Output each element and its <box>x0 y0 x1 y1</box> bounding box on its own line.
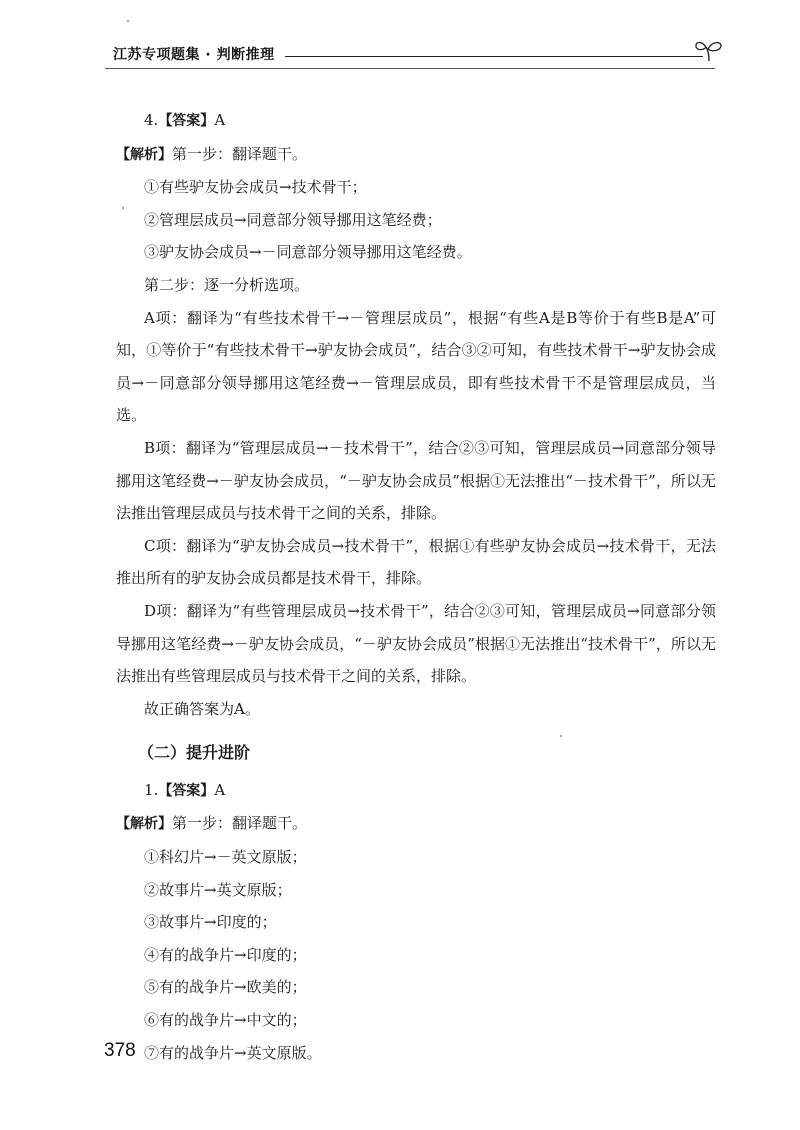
q1-answer-label: 【答案】 <box>158 782 215 799</box>
q4-option-d: D项：翻译为“有些管理层成员→技术骨干”，结合②③可知，管理层成员→同意部分领导挪用这笔经费→－驴友协会成员，“－驴友协会成员”根据①无法推出“技术骨干”，所以无法推出有些管理层成员与技术骨干之间的关系，排除。 <box>116 601 716 686</box>
q4-option-b: B项：翻译为“管理层成员→－技术骨干”，结合②③可知，管理层成员→同意部分领导挪用这笔经费→－驴友协会成员，“－驴友协会成员”根据①无法推出“－技术骨干”，所以无法推出管理层成员与技术骨干之间的关系，排除。 <box>116 438 716 523</box>
q1-premise: ④有的战争片→印度的； <box>144 945 307 964</box>
q1-premise: ③故事片→印度的； <box>144 913 277 932</box>
q4-premise-2: ②管理层成员→同意部分领导挪用这笔经费； <box>144 210 442 229</box>
q1-analysis-label: 【解析】 <box>116 816 172 833</box>
q1-answer-line <box>116 774 716 808</box>
q1-premise: ⑤有的战争片→欧美的； <box>144 978 307 997</box>
book-title: 江苏专项题集 · 判断推理 <box>113 47 275 63</box>
q4-step1: 第一步：翻译题干。 <box>172 144 308 163</box>
q4-number: 4. <box>144 111 159 129</box>
q1-premise: ⑦有的战争片→英文原版。 <box>144 1043 322 1062</box>
q4-analysis-label: 【解析】 <box>116 146 172 163</box>
q4-answer-line <box>116 104 716 138</box>
q1-answer: A <box>214 780 226 799</box>
page-content <box>116 104 716 1069</box>
scan-speck <box>127 20 129 22</box>
scan-speck <box>122 207 124 209</box>
q4-premise-1: ①有些驴友协会成员→技术骨干； <box>144 178 367 197</box>
q1-premise: ①科幻片→－英文原版； <box>144 848 307 867</box>
q1-premise: ②故事片→英文原版； <box>144 880 292 899</box>
q4-option-a: A项：翻译为“有些技术骨干→－管理层成员”，根据“有些A是B等价于有些B是A”可知，①等价于“有些技术骨干→驴友协会成员”，结合③②可知，有些技术骨干→驴友协会成员→－同意部分领导挪用这笔经费→－管理层成员，即有些技术骨干不是管理层成员，当选。 <box>116 308 716 425</box>
sprout-icon <box>693 38 725 62</box>
page-header <box>105 38 725 68</box>
q4-premise-3: ③驴友协会成员→－同意部分领导挪用这笔经费。 <box>144 243 472 262</box>
q1-number: 1. <box>144 780 159 799</box>
q4-conclusion: 故正确答案为A。 <box>144 699 260 718</box>
q1-analysis-line <box>116 807 716 841</box>
page-number: 378 <box>104 1040 136 1061</box>
q4-step2: 第二步：逐一分析选项。 <box>144 275 310 294</box>
header-rule <box>285 56 703 57</box>
header-underline <box>105 68 715 69</box>
section-heading: （二）提升进阶 <box>138 743 251 763</box>
q4-option-c: C项：翻译为“驴友协会成员→技术骨干”，根据①有些驴友协会成员→技术骨干，无法推出所有的驴友协会成员都是技术骨干，排除。 <box>116 536 716 588</box>
scan-speck <box>560 735 562 737</box>
q1-step1: 第一步：翻译题干。 <box>172 814 308 833</box>
q4-analysis-line <box>116 138 716 172</box>
q4-answer-label: 【答案】 <box>158 113 215 129</box>
q1-premise: ⑥有的战争片→中文的； <box>144 1011 307 1030</box>
q4-answer: A <box>214 111 226 129</box>
